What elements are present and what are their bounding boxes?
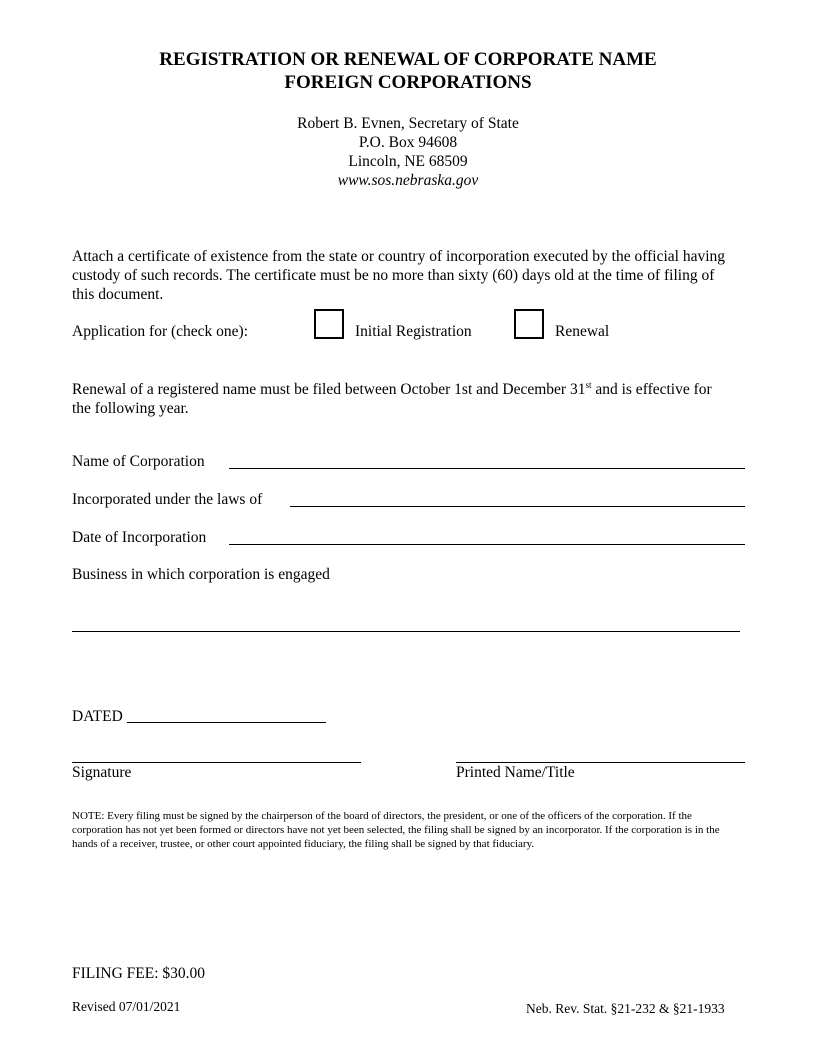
initial-registration-checkbox[interactable] — [314, 309, 344, 339]
initial-registration-label: Initial Registration — [355, 323, 472, 340]
renewal-text-suffix: and is effective for the following year. — [72, 381, 712, 417]
business-field[interactable] — [72, 631, 740, 632]
renewal-label: Renewal — [555, 323, 610, 340]
business-label: Business in which corporation is engaged — [72, 566, 330, 583]
renewal-text-sup: st — [585, 379, 592, 390]
form-title-line2: FOREIGN CORPORATIONS — [284, 72, 532, 93]
signature-label: Signature — [72, 764, 132, 781]
name-of-corporation-field[interactable] — [229, 468, 745, 469]
office-address — [0, 114, 816, 190]
renewal-text-prefix: Renewal of a registered name must be filed between October 1st and December 31 — [72, 381, 586, 398]
form-title-line1: REGISTRATION OR RENEWAL OF CORPORATE NAME — [159, 49, 657, 70]
signing-note: NOTE: Every filing must be signed by the chairperson of the board of directors, the president, or one of the officers of the corporation. If the corporation has not yet been formed or directors have not yet been selected, the filing shall be signed by an incorporator. If the corporation is in the hands of a receiver, trustee, or other court appointed fiduciary, the filing shall be signed by that fiduciary. — [72, 810, 720, 850]
date-of-incorporation-label: Date of Incorporation — [72, 529, 207, 546]
po-box: P.O. Box 94608 — [358, 134, 458, 151]
form-title — [0, 48, 816, 94]
renewal-checkbox[interactable] — [514, 309, 544, 339]
date-of-incorporation-field[interactable] — [229, 544, 745, 545]
revised-date: Revised 07/01/2021 — [72, 999, 181, 1014]
name-of-corporation-label: Name of Corporation — [72, 453, 205, 470]
renewal-instructions — [72, 380, 732, 418]
incorporated-under-label: Incorporated under the laws of — [72, 491, 263, 508]
application-label: Application for (check one): — [72, 323, 249, 340]
website-link[interactable]: www.sos.nebraska.gov — [337, 172, 479, 189]
city-state-zip: Lincoln, NE 68509 — [348, 153, 468, 170]
dated-label: DATED — [72, 708, 123, 725]
filing-fee: FILING FEE: $30.00 — [72, 965, 206, 982]
printed-name-label: Printed Name/Title — [456, 764, 575, 781]
dated-field[interactable] — [127, 722, 326, 723]
secretary-name: Robert B. Evnen, Secretary of State — [297, 115, 519, 132]
statute-reference: Neb. Rev. Stat. §21-232 & §21-1933 — [526, 1001, 725, 1016]
certificate-instructions: Attach a certificate of existence from the state or country of incorporation executed by the official having custody of such records. The certificate must be no more than sixty (60) days old at the time of filing of this document. — [72, 248, 726, 303]
incorporated-under-field[interactable] — [290, 506, 745, 507]
